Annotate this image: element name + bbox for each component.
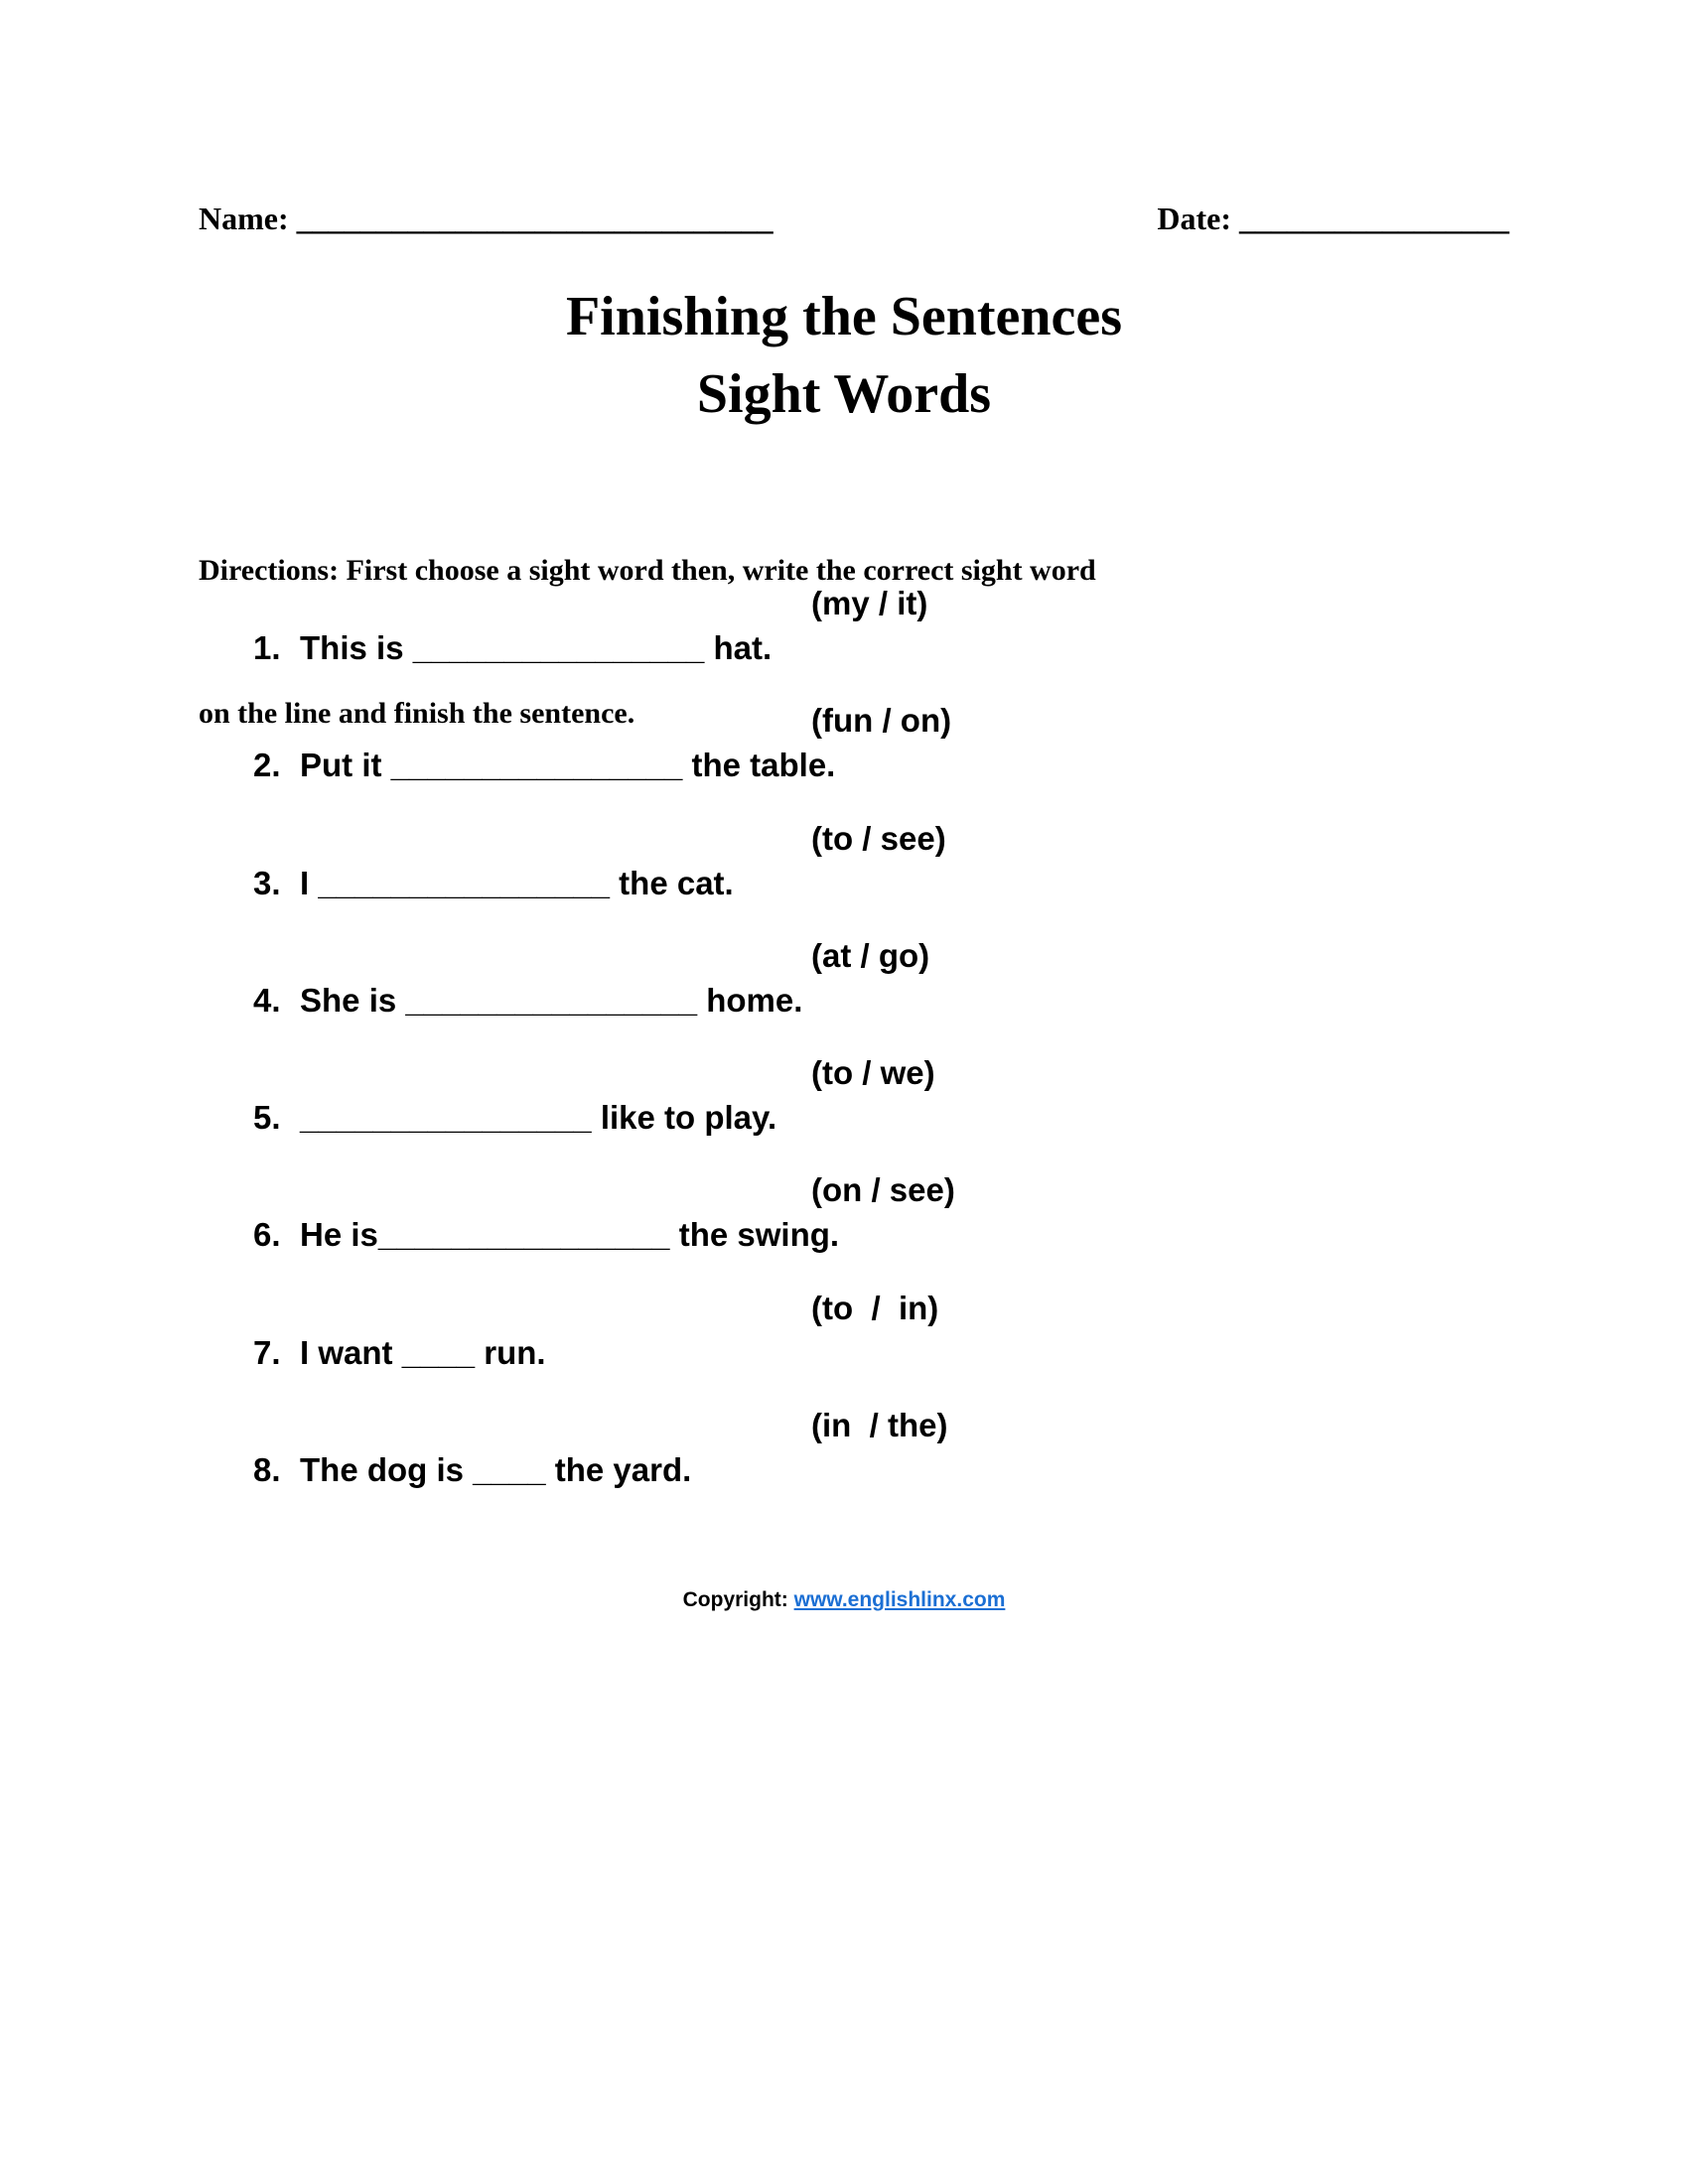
question-sentence: I want ____ run. [300, 1333, 546, 1371]
date-label: Date: [1157, 201, 1231, 236]
question-item [199, 1167, 1589, 1285]
question-number: 6. [253, 1216, 281, 1254]
question-sentence: ________________ like to play. [300, 1099, 777, 1137]
question-item [199, 581, 1589, 698]
question-item [199, 1403, 1589, 1520]
question-item [199, 1050, 1589, 1167]
question-item [199, 816, 1589, 933]
directions-line-2: on the line and finish the sentence. [199, 697, 635, 730]
question-list [199, 581, 1589, 1520]
question-sentence: This is ________________ hat. [300, 629, 773, 666]
worksheet-title [0, 278, 1688, 433]
question-sentence: I ________________ the cat. [300, 864, 734, 901]
question-number: 5. [253, 1099, 281, 1137]
date-field [1157, 199, 1509, 238]
question-number: 2. [253, 747, 281, 784]
question-sentence: The dog is ____ the yard. [300, 1451, 692, 1489]
header-row [199, 199, 1509, 238]
question-options: (to / in) [811, 1289, 939, 1326]
title-line-1: Finishing the Sentences [565, 286, 1123, 347]
question-number: 8. [253, 1451, 281, 1489]
title-line-2: Sight Words [696, 363, 992, 425]
question-options: (on / see) [811, 1171, 955, 1209]
question-number: 4. [253, 981, 281, 1019]
question-number: 1. [253, 629, 281, 666]
question-item [199, 698, 1589, 815]
question-item [199, 1286, 1589, 1403]
directions-line-1: Directions: First choose a sight word then, write the correct sight word [199, 554, 1096, 587]
question-sentence: She is ________________ home. [300, 981, 803, 1019]
question-options: (in / the) [811, 1407, 948, 1444]
question-sentence: Put it ________________ the table. [300, 747, 836, 784]
question-number: 3. [253, 864, 281, 901]
copyright-label: Copyright: [682, 1588, 794, 1611]
question-sentence: He is________________ the swing. [300, 1216, 840, 1254]
date-blank: _________________ [1239, 201, 1509, 236]
question-item [199, 933, 1589, 1050]
question-options: (to / see) [811, 819, 946, 857]
question-options: (at / go) [811, 936, 930, 974]
englishlinx-link[interactable]: www.englishlinx.com [793, 1588, 1006, 1611]
name-field [199, 199, 774, 238]
question-options: (my / it) [811, 585, 928, 621]
question-number: 7. [253, 1333, 281, 1371]
name-blank: ______________________________ [296, 201, 774, 236]
footer-copyright [0, 1586, 1688, 1614]
question-options: (to / we) [811, 1054, 935, 1092]
name-label: Name: [199, 201, 289, 236]
question-options: (fun / on) [811, 702, 952, 740]
